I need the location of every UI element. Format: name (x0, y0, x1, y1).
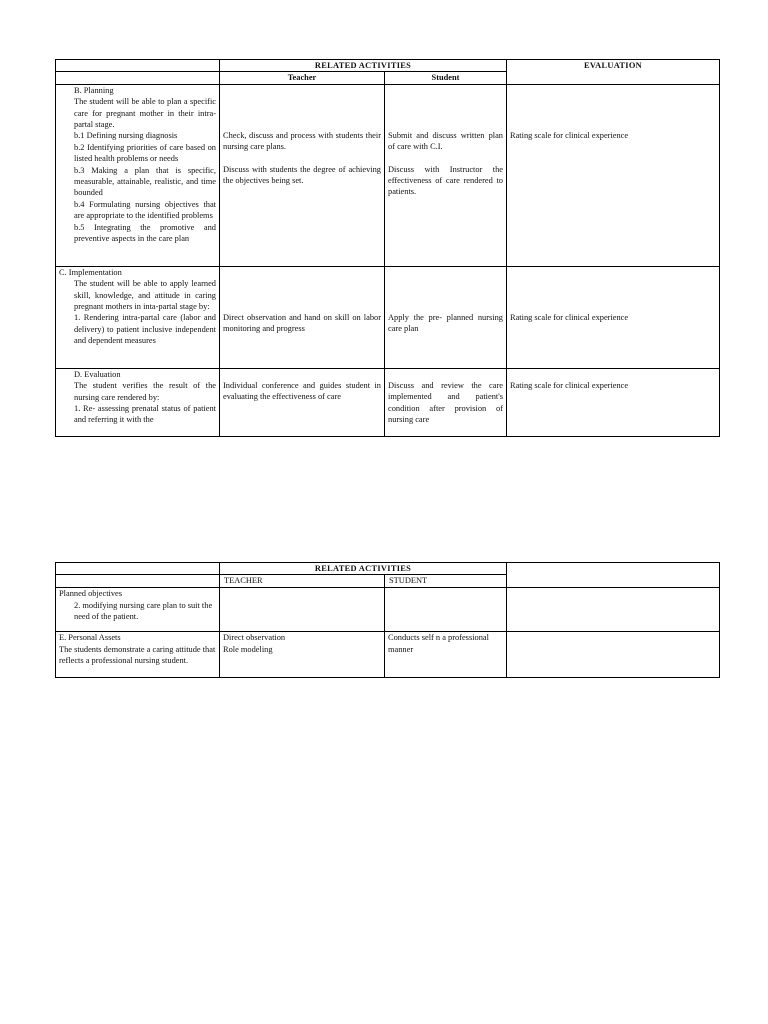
implementation-item: 1. Rendering intra-partal care (labor and delivery) to patient inclusive independent and dependent measures (74, 313, 216, 346)
table-row-planning (56, 84, 720, 266)
table-row-implementation (56, 266, 720, 368)
planning-teacher-text: Check, discuss and process with students their nursing care plans. (223, 130, 381, 152)
implementation-intro: The student will be able to apply learned skill, knowledge, and attitude in caring pregnant mothers in inta-partal stage by: (74, 279, 216, 312)
planning-student-text: Discuss with Instructor the effectiveness of care rendered to patients. (388, 164, 503, 197)
personal-student-cell: Conducts self n a professional manner (385, 632, 507, 678)
planned-objectives-title: Planned objectives (59, 589, 123, 599)
empty-header-cell (56, 563, 220, 575)
personal-assets-title: E. Personal Assets (59, 633, 121, 643)
personal-evaluation-cell (507, 632, 720, 678)
activities-table-1 (55, 59, 720, 437)
planned-teacher-cell (220, 588, 385, 632)
planning-teacher-cell (220, 84, 385, 266)
planning-item: b.1 Defining nursing diagnosis (74, 131, 178, 141)
planning-title: B. Planning (74, 85, 114, 95)
empty-subheader-cell (56, 575, 220, 588)
personal-teacher-text: Role modeling (223, 644, 273, 654)
planning-item: b.2 Identifying priorities of care based on listed health problems or needs (74, 142, 216, 164)
planned-objectives-item: 2. modifying nursing care plan to suit the need of the patient. (74, 600, 213, 622)
implementation-student-cell: Apply the pre- planned nursing care plan (385, 266, 507, 368)
evaluation-evaluation-cell: Rating scale for clinical experience (507, 368, 720, 436)
planning-item: b.4 Formulating nursing objectives that are appropriate to the identified problems (74, 199, 216, 221)
evaluation-teacher-cell: Individual conference and guides student in evaluating the effectiveness of care (220, 368, 385, 436)
teacher-header: TEACHER (220, 575, 385, 588)
empty-header-cell (56, 60, 220, 72)
planning-student-text: Submit and discuss written plan of care with C.I. (388, 130, 503, 152)
planning-evaluation-cell: Rating scale for clinical experience (507, 84, 720, 266)
planning-item: b.3 Making a plan that is specific, measurable, attainable, realistic, and time bounded (74, 165, 216, 198)
evaluation-item: 1. Re- assessing prenatal status of patient and referring it with the (74, 404, 216, 425)
evaluation-student-cell: Discuss and review the care implemented and patient's condition after provision of nursing care (385, 368, 507, 436)
planning-student-cell (385, 84, 507, 266)
planned-objectives-cell (56, 588, 220, 632)
related-activities-header: RELATED ACTIVITIES (220, 60, 507, 72)
implementation-title: C. Implementation (59, 267, 122, 277)
planning-intro: The student will be able to plan a specific care for pregnant mother in their intra-partal stage. (74, 97, 216, 130)
personal-teacher-text: Direct observation (223, 633, 286, 643)
activities-table-2 (55, 562, 720, 678)
empty-subheader-cell (56, 72, 220, 84)
implementation-teacher-cell: Direct observation and hand on skill on labor monitoring and progress (220, 266, 385, 368)
table-row-planned-objectives (56, 588, 720, 632)
personal-teacher-cell (220, 632, 385, 678)
table-row-personal-assets (56, 632, 720, 678)
planning-objectives-cell (56, 84, 220, 266)
related-activities-header: RELATED ACTIVITIES (220, 563, 507, 575)
planning-teacher-text: Discuss with students the degree of achieving the objectives being set. (223, 164, 381, 186)
table-row-evaluation (56, 368, 720, 436)
empty-evaluation-header (507, 563, 720, 588)
personal-assets-text: The students demonstrate a caring attitude that reflects a professional nursing student. (59, 644, 216, 666)
teacher-header: Teacher (220, 72, 385, 84)
evaluation-intro: The student verifies the result of the nursing care rendered by: (74, 381, 216, 402)
evaluation-title: D. Evaluation (74, 369, 121, 379)
planned-student-cell (385, 588, 507, 632)
student-header: STUDENT (385, 575, 507, 588)
student-header: Student (385, 72, 507, 84)
personal-assets-cell (56, 632, 220, 678)
planning-item: b.5 Integrating the promotive and preventive aspects in the care plan (74, 222, 216, 244)
implementation-evaluation-cell: Rating scale for clinical experience (507, 266, 720, 368)
evaluation-header: EVALUATION (507, 60, 720, 85)
implementation-objectives-cell (56, 266, 220, 368)
planned-evaluation-cell (507, 588, 720, 632)
evaluation-objectives-cell (56, 368, 220, 436)
